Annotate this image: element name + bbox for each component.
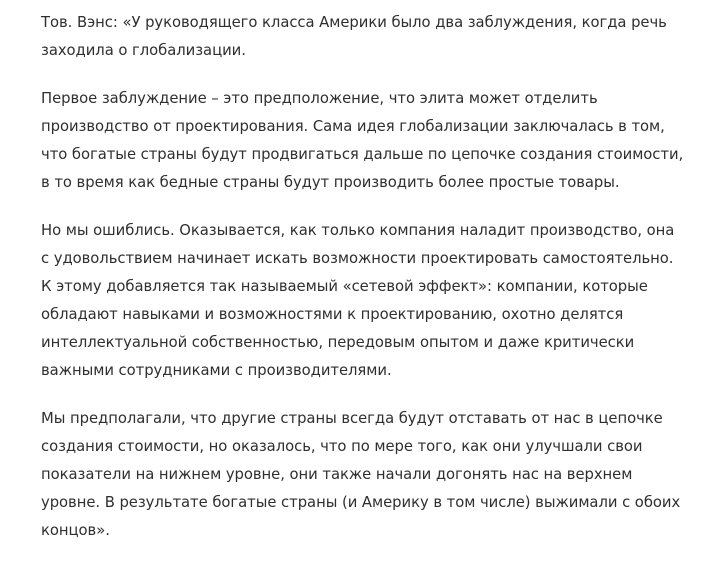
text-line: уровне. В результате богатые страны (и Америку в том числе) выжимали с обоих [41,494,681,511]
text-line: К этому добавляется так называемый «сетевой эффект»: компании, которые [41,278,648,295]
paragraph-1 [41,9,701,65]
text-line: создания стоимости, но оказалось, что по мере того, как они улучшали свои [41,438,643,455]
text-line: концов». [41,522,110,539]
text-line: показатели на нижнем уровне, они также начали догонять нас на верхнем [41,466,633,483]
text-line: интеллектуальной собственностью, передовым опытом и даже критически [41,334,635,351]
paragraph-2 [41,85,701,197]
text-line: производство от проектирования. Сама идея глобализации заключалась в том, [41,118,665,135]
text-line: в то время как бедные страны будут производить более простые товары. [41,174,620,191]
article-body [41,9,701,565]
paragraph-3 [41,217,701,385]
text-line: что богатые страны будут продвигаться дальше по цепочке создания стоимости, [41,146,684,163]
text-line: Тов. Вэнс: «У руководящего класса Америки было два заблуждения, когда речь [41,14,667,31]
text-line: обладают навыками и возможностями к проектированию, охотно делятся [41,306,624,323]
text-line: с удовольствием начинает искать возможности проектировать самостоятельно. [41,250,674,267]
text-line: Но мы ошиблись. Оказывается, как только компания наладит производство, она [41,222,675,239]
text-line: важными сотрудниками с производителями. [41,362,392,379]
text-line: заходила о глобализации. [41,42,246,59]
text-line: Мы предполагали, что другие страны всегда будут отставать от нас в цепочке [41,410,663,427]
text-line: Первое заблуждение – это предположение, что элита может отделить [41,90,598,107]
paragraph-4 [41,405,701,545]
